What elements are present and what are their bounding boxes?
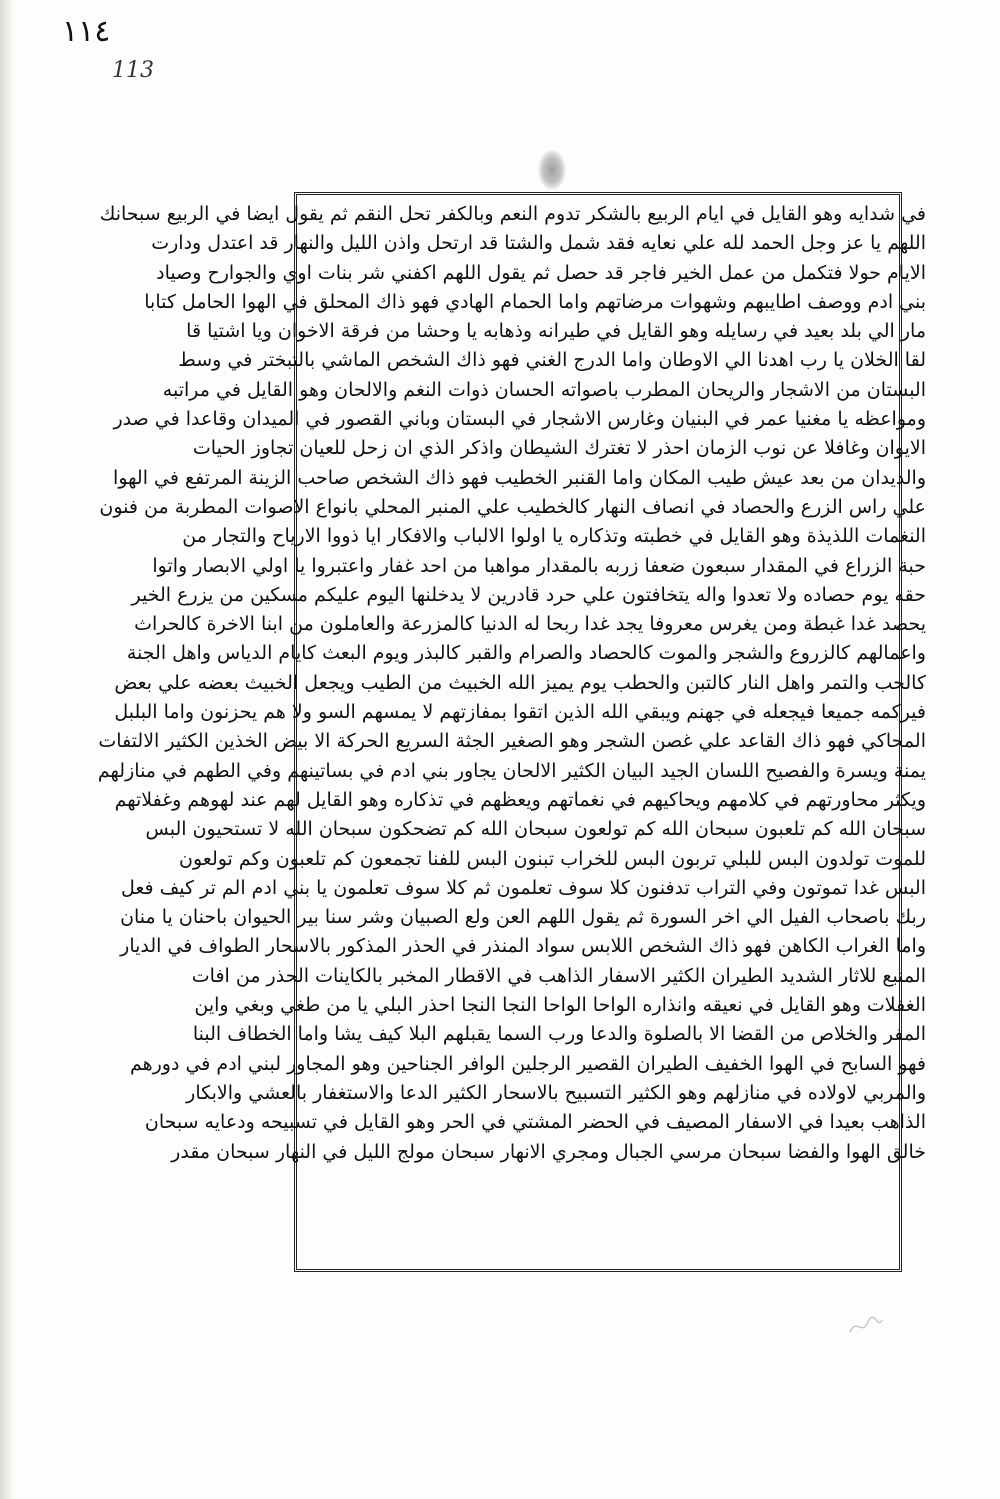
text-line: لقا الخلان يا رب اهدنا الي الاوطان واما الدرج الغني فهو ذاك الشخص الماشي بالتبختر في وسط	[178, 349, 926, 372]
text-line: مار الي بلد بعيد في رسايله وهو القايل في طيرانه وذهابه يا وحشا من فرقة الاخوان ويا اشتيا قا	[186, 320, 926, 343]
text-line: البستان من الاشجار والريحان المطرب باصواته الحسان ذوات النغم والالحان وهو القايل في مراتبه	[162, 378, 926, 401]
text-line: المفر والخلاص من القضا الا بالصلوة والدعا ورب السما يقبلهم البلا كيف يشا واما الخطاف البنا	[192, 1023, 926, 1046]
text-line: والديدان من بعد عيش طيب المكان واما القنبر الخطيب فهو ذاك الشخص صاحب الزينة المرتفع في الهوا	[113, 466, 926, 489]
text-line: ويكثر محاورتهم في كلامهم ويحاكيهم في نغماتهم ويعظهم في تذكاره وهو القايل لهم عند لهوهم وغفلاتهم	[114, 788, 926, 811]
text-line: حبة الزراع في المقدار سبعون ضعفا زربه بالمقدار مواهبا من احد غفار واعتبروا يا اولي الابصار واتوا	[152, 554, 926, 577]
text-line: يحصد غدا غبطة ومن يغرس معروفا يجد غدا ربحا له الدنيا كالمزرعة والعاملون من ابنا الاخرة كالحراث	[134, 613, 926, 636]
text-line: البس غدا تموتون وفي التراب تدفنون كلا سوف تعلمون ثم كلا سوف تعلمون يا بني ادم الم تر كيف فعل	[120, 876, 926, 899]
text-line: الذاهب بعيدا في الاسفار المصيف في الحضر المشتي في الحر وهو القايل في تسبيحه ودعايه سبحان	[144, 1111, 926, 1134]
text-line: النغمات اللذيذة وهو القايل في خطبته وتذكاره يا اولوا الالباب والافكار ايا ذووا الارياح والتجار من	[182, 525, 926, 548]
text-line: يمنة ويسرة والفصيح اللسان الجيد البيان الكثير الالحان يجاور بني ادم في بساتينهم وفي الطهم في منازلهم	[97, 759, 926, 782]
text-line: علي راس الزرع والحصاد في انصاف النهار كالخطيب علي المنبر المحلي بانواع الاصوات المطربة من فنون	[99, 495, 926, 518]
ink-blot	[538, 150, 566, 190]
text-line: في شدايه وهو القايل في ايام الربيع بالشكر تدوم النعم وبالكفر تحل النقم ثم يقول ايضا في الربيع سبحانك	[99, 203, 926, 225]
text-line: المنبع للاثار الشديد الطيران الكثير الاسفار الذاهب في الاقطار المخبر بالكاينات الحذر من افات	[191, 964, 926, 987]
text-line: كالحب والتمر واهل النار كالتبن والحطب يوم يميز الله الخبيث من الطيب ويجعل الخبيث بعضه علي بعض	[114, 671, 926, 694]
text-line: سبحان الله كم تلعبون سبحان الله كم تولعون سبحان الله كم تضحكون سبحان الله لا تستحيون البس	[145, 818, 926, 841]
text-line: الايام حولا فتكمل من عمل الخير فاجر قد حصل ثم يقول اللهم اكفني شر بنات اوي والجوارح وصياد	[156, 261, 926, 284]
main-text-block	[97, 200, 934, 1285]
text-line: حقه يوم حصاده ولا تعدوا واله يتخافتون علي حرد قادرين لا يدخلنها اليوم عليكم مسكين من يزرع الخير	[131, 583, 926, 606]
text-line: ربك باصحاب الفيل الي اخر السورة ثم يقول اللهم العن ولع الصبيان وشر سنا بير الحيوان باحنان يا منان	[120, 906, 926, 929]
text-line: ومواعظه يا مغنيا عمر في البنيان وغارس الاشجار في البستان وباني القصور في الميدان وقاعدا في صدر	[113, 408, 926, 431]
text-line: والمربي لاولاده في منازلهم وهو الكثير التسبيح بالاسحار الكثير الدعا والاستغفار بالعشي والابكار	[186, 1081, 926, 1104]
text-line: واما الغراب الكاهن فهو ذاك الشخص اللابس سواد المنذر في الحذر المذكور بالاسحار الطواف في الديار	[120, 935, 926, 958]
spine-shadow	[0, 0, 14, 1499]
text-line: فهو السابح في الهوا الخفيف الطيران القصير الرجلين الوافر الجناحين وهو المجاور لبني ادم في دورهم	[129, 1052, 926, 1075]
text-line: الايوان وغافلا عن نوب الزمان احذر لا تغترك الشيطان واذكر الذي ان زحل للعيان تجاوز الحيات	[192, 437, 926, 460]
text-line: فيركمه جميعا فيجعله في جهنم ويبقي الله الذين اتقوا بمفازتهم لا يمسهم السو ولا هم يحزنون واما البلبل	[114, 701, 926, 724]
folio-number: ١١٤	[62, 14, 111, 49]
text-line: واعمالهم كالزروع والشجر والموت كالحصاد والصرام والقبر كالبذر ويوم البعث كايام الدياس واهل الجنة	[126, 642, 926, 665]
text-line: الغفلات وهو القايل في نعيقه وانذاره الواحا الواحا النجا النجا احذر البلي يا من طغي وبغي واين	[194, 994, 926, 1017]
text-line: للموت تولدون البس للبلي تربون البس للخراب تبنون البس للفنا تجمعون كم تلعبون وكم تولعون	[179, 847, 926, 870]
pencil-scribble	[846, 1312, 886, 1340]
text-line: المحاكي فهو ذاك القاعد علي غصن الشجر وهو الصغير الجثة السريع الحركة الا بيض الخذين الكثير الالتفات	[98, 730, 926, 753]
text-line: بني ادم ووصف اطايبهم وشهوات مرضاتهم واما الحمام الهادي فهو ذاك المحلق في الهوا الحامل كتابا	[144, 290, 926, 313]
folio-pencil-number: 113	[112, 58, 154, 83]
text-line: خالق الهوا والفضا سبحان مرسي الجبال ومجري الانهار سبحان مولج الليل في النهار سبحان مقدر	[171, 1140, 926, 1163]
text-line: اللهم يا عز وجل الحمد لله علي نعايه فقد شمل والشتا قد ارتحل واذن الليل والنهار قد اعتدل ودارت	[151, 232, 926, 255]
